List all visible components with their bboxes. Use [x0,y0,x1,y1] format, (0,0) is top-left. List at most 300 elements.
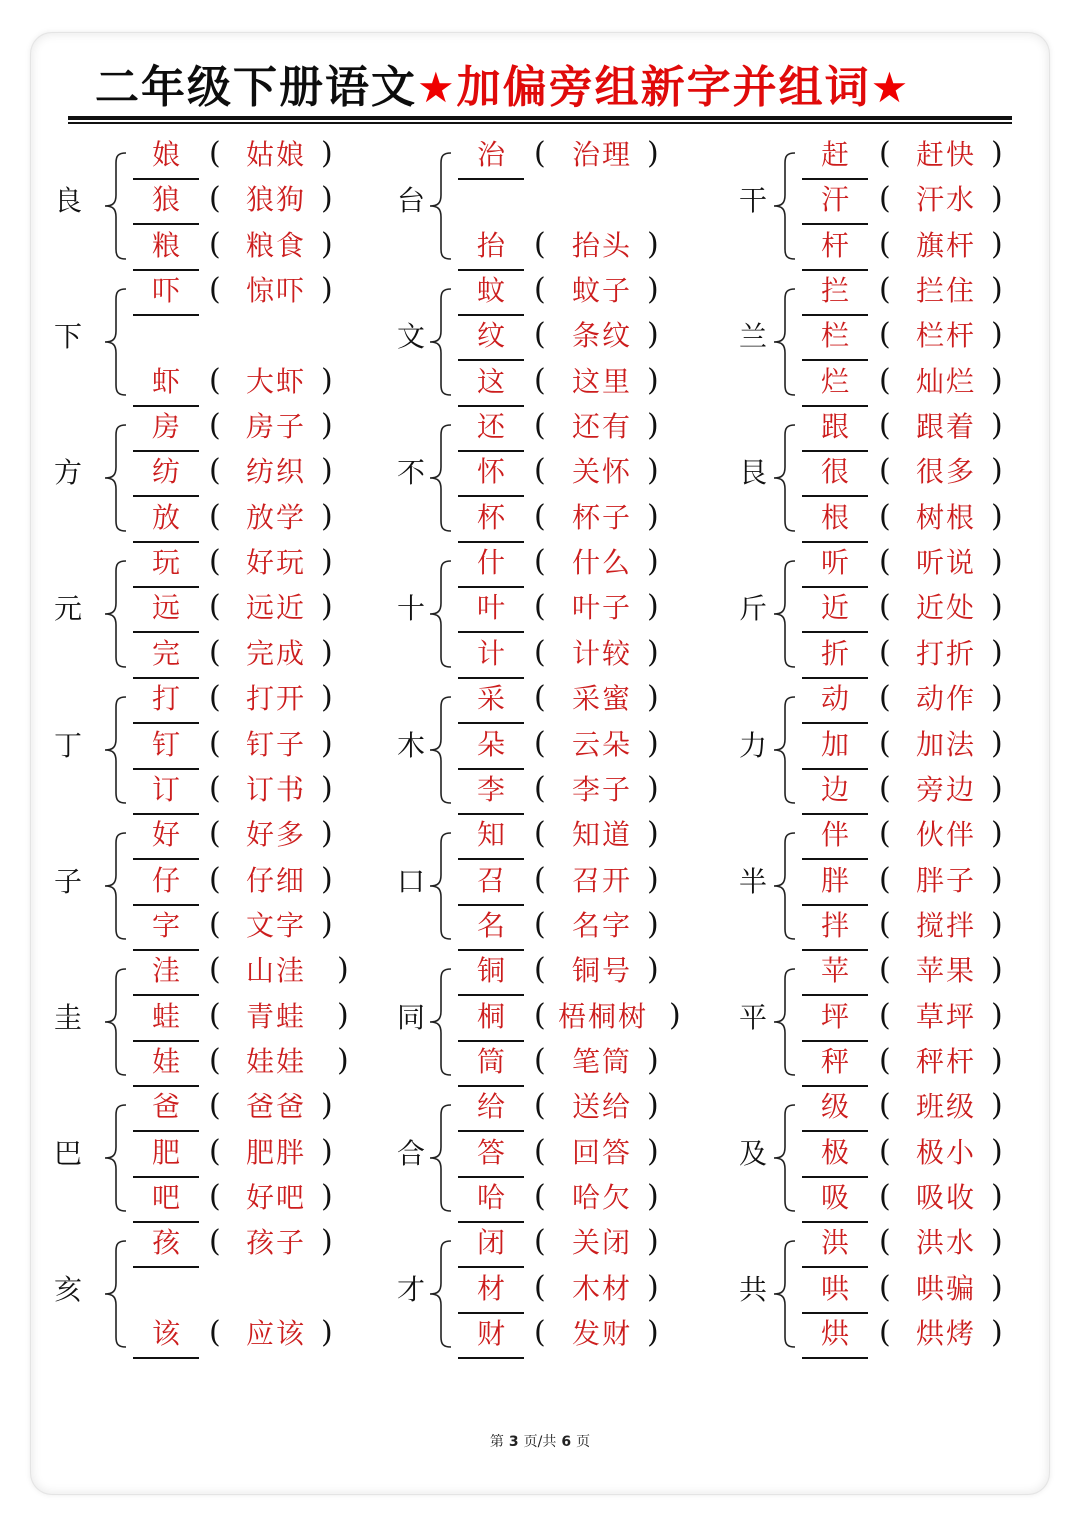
close-paren: ) [337,952,349,988]
new-character-answer[interactable]: 叶 [476,591,505,625]
new-character-answer[interactable]: 这 [476,364,505,398]
close-paren: ) [669,997,681,1033]
word-answer[interactable]: 栏杆 [916,319,977,353]
word-answer[interactable]: 回答 [572,1135,633,1169]
answer-blank-underline [802,768,868,770]
word-answer[interactable]: 青蛙 [246,999,307,1033]
close-paren: ) [991,680,1003,716]
open-paren: ( [879,1179,891,1215]
title-grade-subject: 二年级下册语文 [95,62,417,113]
word-answer[interactable]: 好玩 [246,546,307,580]
word-answer[interactable]: 还有 [572,410,633,444]
open-paren: ( [209,680,221,716]
word-answer[interactable]: 关闭 [572,1226,633,1260]
curly-brace-icon [425,695,455,805]
word-answer[interactable]: 粮食 [246,228,307,262]
word-answer[interactable]: 关怀 [572,455,633,489]
close-paren: ) [991,317,1003,353]
close-paren: ) [647,816,659,852]
word-answer[interactable]: 极小 [916,1135,977,1169]
word-answer[interactable]: 远近 [246,591,307,625]
answer-blank-underline [133,813,199,815]
title-double-rule-bottom [68,122,1012,124]
answer-blank-underline [133,178,199,180]
close-paren: ) [647,1224,659,1260]
new-character-answer[interactable]: 苹 [820,954,849,988]
new-character-answer[interactable]: 很 [820,455,849,489]
answer-blank-underline [458,1357,524,1359]
word-answer[interactable]: 条纹 [572,319,633,353]
new-character-answer[interactable]: 狼 [151,183,180,217]
answer-blank-underline [133,904,199,906]
close-paren: ) [321,181,333,217]
open-paren: ( [879,589,891,625]
word-answer[interactable]: 近处 [916,591,977,625]
word-answer[interactable]: 汗水 [916,183,977,217]
word-answer[interactable]: 好多 [246,818,307,852]
close-paren: ) [647,226,659,262]
close-paren: ) [991,453,1003,489]
new-character-answer[interactable]: 召 [476,863,505,897]
answer-blank-underline [133,450,199,452]
open-paren: ( [534,952,546,988]
close-paren: ) [647,1133,659,1169]
word-answer[interactable]: 灿烂 [916,364,977,398]
close-paren: ) [321,770,333,806]
close-paren: ) [991,1088,1003,1124]
open-paren: ( [209,589,221,625]
new-character-answer[interactable]: 朵 [476,727,505,761]
open-paren: ( [209,1133,221,1169]
answer-blank-underline [458,1176,524,1178]
new-character-answer[interactable]: 极 [820,1135,849,1169]
new-character-answer[interactable]: 名 [476,908,505,942]
answer-blank-underline [802,1130,868,1132]
radical-character: 不 [396,456,425,490]
close-paren: ) [647,1269,659,1305]
open-paren: ( [534,1224,546,1260]
word-answer[interactable]: 伙伴 [916,818,977,852]
answer-blank-underline [458,1312,524,1314]
new-character-answer[interactable]: 字 [151,908,180,942]
close-paren: ) [647,544,659,580]
word-answer[interactable]: 拦住 [916,274,977,308]
answer-blank-underline [802,1176,868,1178]
new-character-answer[interactable]: 玩 [151,546,180,580]
answer-blank-underline [802,949,868,951]
word-answer[interactable]: 娃娃 [246,1044,307,1078]
footer-suffix: 页 [576,1434,591,1450]
word-answer[interactable]: 惊吓 [246,274,307,308]
new-character-answer[interactable]: 纺 [151,455,180,489]
word-answer[interactable]: 发财 [572,1317,633,1351]
new-character-answer[interactable]: 知 [476,818,505,852]
new-character-answer[interactable]: 秤 [820,1044,849,1078]
word-answer[interactable]: 孩子 [246,1226,307,1260]
answer-blank-underline [802,314,868,316]
new-character-answer[interactable]: 还 [476,410,505,444]
open-paren: ( [534,997,546,1033]
answer-blank-underline [458,541,524,543]
curly-brace-icon [100,1239,130,1349]
radical-character: 木 [396,728,425,762]
word-answer[interactable]: 名字 [572,908,633,942]
close-paren: ) [321,1133,333,1169]
new-character-answer[interactable]: 钉 [151,727,180,761]
open-paren: ( [879,317,891,353]
new-character-answer[interactable]: 爸 [151,1090,180,1124]
title-task: 加偏旁组新字并组词 [456,62,871,113]
word-answer[interactable]: 狼狗 [246,183,307,217]
word-answer[interactable]: 山洼 [246,954,307,988]
word-answer[interactable]: 召开 [572,863,633,897]
answer-blank-underline [458,586,524,588]
radical-character: 亥 [53,1272,82,1306]
answer-blank-underline [802,223,868,225]
curly-brace-icon [100,287,130,397]
answer-blank-underline [802,1040,868,1042]
new-character-answer[interactable]: 吓 [151,274,180,308]
word-answer[interactable]: 知道 [572,818,633,852]
new-character-answer[interactable]: 粮 [151,228,180,262]
close-paren: ) [321,1315,333,1351]
open-paren: ( [534,1269,546,1305]
new-character-answer[interactable]: 拦 [820,274,849,308]
new-character-answer[interactable]: 烂 [820,364,849,398]
new-character-answer[interactable]: 仔 [151,863,180,897]
close-paren: ) [321,816,333,852]
answer-blank-underline [802,858,868,860]
word-answer[interactable]: 草坪 [916,999,977,1033]
new-character-answer[interactable]: 纹 [476,319,505,353]
answer-blank-underline [458,1130,524,1132]
new-character-answer[interactable]: 房 [151,410,180,444]
open-paren: ( [209,997,221,1033]
word-answer[interactable]: 笔筒 [572,1044,633,1078]
new-character-answer[interactable]: 吧 [151,1181,180,1215]
radical-character: 才 [396,1272,425,1306]
word-answer[interactable]: 采蜜 [572,682,633,716]
open-paren: ( [534,362,546,398]
new-character-answer[interactable]: 李 [476,772,505,806]
new-character-answer[interactable]: 打 [151,682,180,716]
radical-character: 斤 [738,592,767,626]
new-character-answer[interactable]: 跟 [820,410,849,444]
new-character-answer[interactable]: 闭 [476,1226,505,1260]
curly-brace-icon [100,151,130,261]
new-character-answer[interactable]: 哈 [476,1181,505,1215]
new-character-answer[interactable]: 根 [820,500,849,534]
new-character-answer[interactable]: 采 [476,682,505,716]
new-character-answer[interactable]: 汗 [820,183,849,217]
word-answer[interactable]: 听说 [916,546,977,580]
answer-blank-underline [802,1312,868,1314]
new-character-answer[interactable]: 材 [476,1271,505,1305]
word-answer[interactable]: 铜号 [572,954,633,988]
word-answer[interactable]: 纺织 [246,455,307,489]
total-pages-number: 6 [561,1434,572,1450]
word-answer[interactable]: 动作 [916,682,977,716]
close-paren: ) [991,906,1003,942]
new-character-answer[interactable]: 栏 [820,319,849,353]
new-character-answer[interactable]: 计 [476,636,505,670]
word-answer[interactable]: 李子 [572,772,633,806]
title-double-rule-top [68,116,1012,120]
close-paren: ) [991,226,1003,262]
word-answer[interactable]: 计较 [572,636,633,670]
answer-blank-underline [133,495,199,497]
word-answer[interactable]: 哈欠 [572,1181,633,1215]
word-answer[interactable]: 放学 [246,500,307,534]
new-character-answer[interactable]: 远 [151,591,180,625]
word-answer[interactable]: 房子 [246,410,307,444]
open-paren: ( [209,181,221,217]
close-paren: ) [991,181,1003,217]
word-answer[interactable]: 旗杆 [916,228,977,262]
word-answer[interactable]: 好吧 [246,1181,307,1215]
radical-character: 十 [396,592,425,626]
answer-blank-underline [133,722,199,724]
new-character-answer[interactable]: 虾 [151,364,180,398]
radical-character: 丁 [53,728,82,762]
open-paren: ( [534,544,546,580]
new-character-answer[interactable]: 财 [476,1317,505,1351]
new-character-answer[interactable]: 放 [151,500,180,534]
word-answer[interactable]: 胖子 [916,863,977,897]
word-answer[interactable]: 文字 [246,908,307,942]
open-paren: ( [209,226,221,262]
new-character-answer[interactable]: 怀 [476,455,505,489]
word-answer[interactable]: 姑娘 [246,138,307,171]
word-answer[interactable]: 打开 [246,682,307,716]
answer-blank-underline [802,405,868,407]
radical-character: 同 [396,1000,425,1034]
open-paren: ( [534,1133,546,1169]
open-paren: ( [879,1315,891,1351]
radical-character: 及 [738,1136,767,1170]
answer-blank-underline [133,314,199,316]
word-answer[interactable]: 抬头 [572,228,633,262]
new-character-answer[interactable]: 折 [820,636,849,670]
new-character-answer[interactable]: 伴 [820,818,849,852]
word-answer[interactable]: 烘烤 [916,1317,977,1351]
star-icon: ★ [417,63,457,112]
open-paren: ( [534,1179,546,1215]
word-answer[interactable]: 梧桐树 [558,999,649,1033]
word-answer[interactable]: 这里 [572,364,633,398]
answer-blank-underline [458,858,524,860]
close-paren: ) [991,1042,1003,1078]
new-character-answer[interactable]: 完 [151,636,180,670]
word-answer[interactable]: 很多 [916,455,977,489]
new-character-answer[interactable]: 桐 [476,999,505,1033]
open-paren: ( [534,634,546,670]
open-paren: ( [534,816,546,852]
word-answer[interactable]: 树根 [916,500,977,534]
word-answer[interactable]: 叶子 [572,591,633,625]
word-answer[interactable]: 洪水 [916,1226,977,1260]
word-answer[interactable]: 搅拌 [916,908,977,942]
word-answer[interactable]: 蚊子 [572,274,633,308]
word-answer[interactable]: 应该 [246,1317,307,1351]
word-answer[interactable]: 旁边 [916,772,977,806]
new-character-answer[interactable]: 蛙 [151,999,180,1033]
new-character-answer[interactable]: 娃 [151,1044,180,1078]
new-character-answer[interactable]: 铜 [476,954,505,988]
new-character-answer[interactable]: 洼 [151,954,180,988]
word-answer[interactable]: 仔细 [246,863,307,897]
answer-blank-underline [458,722,524,724]
answer-blank-underline [458,904,524,906]
new-character-answer[interactable]: 筒 [476,1044,505,1078]
new-character-answer[interactable]: 好 [151,818,180,852]
new-character-answer[interactable]: 吸 [820,1181,849,1215]
new-character-answer[interactable]: 给 [476,1090,505,1124]
new-character-answer[interactable]: 娘 [151,138,180,171]
open-paren: ( [879,861,891,897]
open-paren: ( [534,453,546,489]
new-character-answer[interactable]: 孩 [151,1226,180,1260]
new-character-answer[interactable]: 订 [151,772,180,806]
word-answer[interactable]: 班级 [916,1090,977,1124]
open-paren: ( [534,589,546,625]
new-character-answer[interactable]: 坪 [820,999,849,1033]
new-character-answer[interactable]: 边 [820,772,849,806]
new-character-answer[interactable]: 该 [151,1317,180,1351]
close-paren: ) [321,725,333,761]
answer-blank-underline [133,994,199,996]
word-answer[interactable]: 苹果 [916,954,977,988]
current-page-number: 3 [508,1434,519,1450]
word-answer[interactable]: 跟着 [916,410,977,444]
radical-character: 半 [738,864,767,898]
open-paren: ( [209,1042,221,1078]
new-character-answer[interactable]: 杆 [820,228,849,262]
answer-blank-underline [458,768,524,770]
word-answer[interactable]: 完成 [246,636,307,670]
new-character-answer[interactable]: 赶 [820,138,849,171]
close-paren: ) [647,634,659,670]
open-paren: ( [209,725,221,761]
new-character-answer[interactable]: 动 [820,682,849,716]
answer-blank-underline [458,631,524,633]
word-answer[interactable]: 钉子 [246,727,307,761]
close-paren: ) [991,725,1003,761]
answer-blank-underline [802,1357,868,1359]
new-character-answer[interactable]: 加 [820,727,849,761]
open-paren: ( [534,770,546,806]
answer-blank-underline [133,269,199,271]
new-character-answer[interactable]: 什 [476,546,505,580]
close-paren: ) [647,136,659,171]
open-paren: ( [534,861,546,897]
footer-middle: 页/共 [523,1434,557,1450]
close-paren: ) [647,272,659,308]
curly-brace-icon [100,423,130,533]
word-answer[interactable]: 大虾 [246,364,307,398]
open-paren: ( [879,1269,891,1305]
word-answer[interactable]: 订书 [246,772,307,806]
word-answer[interactable]: 什么 [572,546,633,580]
curly-brace-icon [769,967,799,1077]
word-answer[interactable]: 送给 [572,1090,633,1124]
close-paren: ) [647,680,659,716]
close-paren: ) [321,634,333,670]
open-paren: ( [534,317,546,353]
curly-brace-icon [425,559,455,669]
new-character-answer[interactable]: 近 [820,591,849,625]
open-paren: ( [534,226,546,262]
close-paren: ) [321,362,333,398]
answer-blank-underline [458,1221,524,1223]
new-character-answer[interactable]: 哄 [820,1271,849,1305]
radical-character: 元 [53,592,82,626]
word-answer[interactable]: 爸爸 [246,1090,307,1124]
new-character-answer[interactable]: 拌 [820,908,849,942]
new-character-answer[interactable]: 级 [820,1090,849,1124]
word-answer[interactable]: 赶快 [916,138,977,171]
curly-brace-icon [769,695,799,805]
word-answer[interactable]: 哄骗 [916,1271,977,1305]
open-paren: ( [209,1315,221,1351]
radical-character: 干 [738,184,767,218]
word-answer[interactable]: 杯子 [572,500,633,534]
close-paren: ) [647,1315,659,1351]
new-character-answer[interactable]: 答 [476,1135,505,1169]
new-character-answer[interactable]: 胖 [820,863,849,897]
word-answer[interactable]: 打折 [916,636,977,670]
new-character-answer[interactable]: 杯 [476,500,505,534]
open-paren: ( [209,453,221,489]
answer-blank-underline [458,178,524,180]
new-character-answer[interactable]: 听 [820,546,849,580]
open-paren: ( [879,634,891,670]
answer-blank-underline [802,1221,868,1223]
new-character-answer[interactable]: 烘 [820,1317,849,1351]
open-paren: ( [879,1133,891,1169]
new-character-answer[interactable]: 肥 [151,1135,180,1169]
close-paren: ) [991,1269,1003,1305]
answer-blank-underline [458,1040,524,1042]
word-answer[interactable]: 加法 [916,727,977,761]
close-paren: ) [647,725,659,761]
new-character-answer[interactable]: 蚊 [476,274,505,308]
word-answer[interactable]: 木材 [572,1271,633,1305]
answer-blank-underline [458,359,524,361]
word-answer[interactable]: 吸收 [916,1181,977,1215]
open-paren: ( [534,498,546,534]
word-answer[interactable]: 秤杆 [916,1044,977,1078]
open-paren: ( [534,408,546,444]
close-paren: ) [991,589,1003,625]
new-character-answer[interactable]: 抬 [476,228,505,262]
open-paren: ( [879,362,891,398]
new-character-answer[interactable]: 洪 [820,1226,849,1260]
close-paren: ) [991,1133,1003,1169]
word-answer[interactable]: 治理 [572,138,633,171]
answer-blank-underline [802,677,868,679]
word-answer[interactable]: 肥胖 [246,1135,307,1169]
answer-blank-underline [458,450,524,452]
answer-blank-underline [802,450,868,452]
curly-brace-icon [100,831,130,941]
close-paren: ) [647,1042,659,1078]
open-paren: ( [879,952,891,988]
curly-brace-icon [425,1103,455,1213]
curly-brace-icon [769,1239,799,1349]
word-answer[interactable]: 云朵 [572,727,633,761]
new-character-answer[interactable]: 治 [476,138,505,171]
